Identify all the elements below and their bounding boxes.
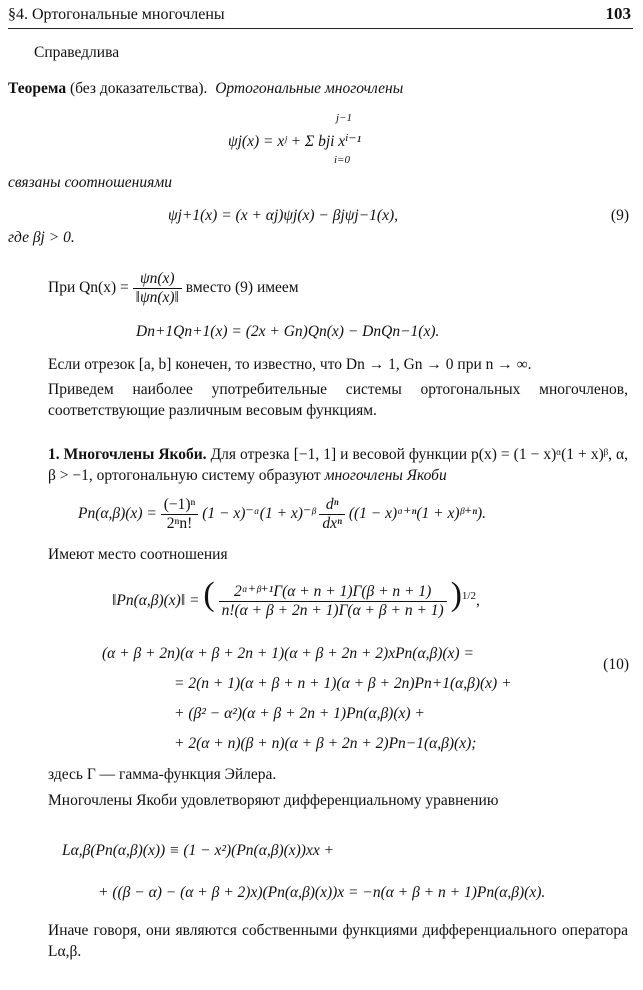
paragraph-systems: Приведем наиболее употребительные системы ортогональных многочленов, соответствующие различным весовым функциям. — [48, 381, 628, 419]
norm-lhs: ‖Pn(α,β)(x)‖ = — [112, 592, 200, 609]
recurrence-10-line1: (α + β + 2n)(α + β + 2n + 1)(α + β + 2n + 2)xPn(α,β)(x) = — [102, 645, 474, 662]
rodrigues-fraction — [161, 496, 199, 533]
de-intro: Многочлены Якоби удовлетворяют дифференциальному уравнению — [48, 792, 499, 809]
conclusion: Иначе говоря, они являются собственными функциями дифференциального оператора Lα,β. — [48, 922, 628, 960]
norm-power: 1/2 — [461, 589, 476, 602]
recurrence-9: ψj+1(x) = (x + αj)ψj(x) − βjψj−1(x), — [168, 207, 399, 224]
jacobi-term: многочлены Якоби — [324, 467, 447, 484]
derivative-fraction — [319, 496, 345, 533]
norm-fraction — [219, 582, 447, 620]
header-rule — [8, 28, 633, 29]
running-header: §4. Ортогональные многочлены — [8, 6, 225, 23]
theorem-line — [8, 80, 403, 98]
jacobi-heading: 1. Многочлены Якоби. — [48, 446, 207, 463]
q-recurrence: Dn+1Qn+1(x) = (2x + Gn)Qn(x) − DnQn−1(x). — [136, 323, 440, 340]
norm-den: n!(α + β + 2n + 1)Γ(α + β + n + 1) — [221, 602, 444, 620]
rodrigues-mid: (1 − x)⁻ᵅ(1 + x)⁻ᵝ — [202, 505, 316, 523]
theorem-title: Теорема — [8, 80, 67, 97]
equation-number-10: (10) — [603, 656, 629, 673]
norm-formula: ‖Pn(α,β)(x)‖ = ( $\frac{\text{2ᵅ⁺ᵝ⁺¹Γ(α + n + 1)Γ(β + n + 1)}}{n!(\alpha + \beta + 2n + 1)\Gamma(\alpha + \beta + n + 1)}$ )$^{1/2}$, — [112, 576, 480, 620]
psi-formula: ψj(x) = xʲ + Σ bji xⁱ⁻¹ — [228, 133, 362, 150]
theorem-related: связаны соотношениями — [8, 174, 172, 191]
psi-sum-top: j−1 — [336, 112, 352, 124]
equation-number-9: (9) — [610, 207, 629, 224]
rodrigues-den: 2ⁿn! — [166, 515, 193, 532]
theorem-condition: где βj > 0. — [8, 229, 75, 246]
jacobi-text: Для отрезка [−1, 1] и весовой функции p(x) = (1 − x)ᵅ(1 + x)ᵝ, α, β > −1, ортогональную систему образуют — [48, 446, 629, 484]
intro-lead: Справедлива — [34, 44, 120, 61]
psi-sum-bottom: i=0 — [334, 154, 350, 166]
theorem-statement: Ортогональные многочлены — [215, 80, 404, 97]
page-number: 103 — [605, 4, 631, 23]
derivative-num: dⁿ — [319, 496, 345, 515]
q-suffix: вместо (9) имеем — [185, 279, 299, 297]
jacobi-intro — [48, 444, 628, 486]
derivative-den: dxⁿ — [322, 515, 342, 532]
norm-num: 2ᵅ⁺ᵝ⁺¹Γ(α + n + 1)Γ(β + n + 1) — [219, 582, 447, 602]
q-prefix: При Qn(x) = — [48, 279, 129, 297]
rodrigues-formula — [78, 496, 486, 533]
recurrence-10-line3: + (β² − α²)(α + β + 2n + 1)Pn(α,β)(x) + — [174, 705, 425, 722]
recurrence-10-line4: + 2(α + n)(β + n)(α + β + 2n + 2)Pn−1(α,β)(x); — [174, 735, 477, 752]
rodrigues-rhs: ((1 − x)ᵅ⁺ⁿ(1 + x)ᵝ⁺ⁿ). — [348, 505, 487, 523]
recurrence-10-line2: = 2(n + 1)(α + β + n + 1)(α + β + 2n)Pn+1(α,β)(x) + — [174, 675, 512, 692]
q-fraction — [133, 270, 182, 307]
theorem-note: (без доказательства). — [69, 80, 208, 97]
close-paren: ) — [450, 576, 462, 613]
q-definition — [48, 270, 299, 307]
open-paren: ( — [203, 576, 215, 613]
de-line2: + ((β − α) − (α + β + 2)x)(Pn(α,β)(x))x = −n(α + β + n + 1)Pn(α,β)(x). — [98, 884, 546, 901]
rodrigues-num: (−1)ⁿ — [161, 496, 199, 515]
q-numerator: ψn(x) — [133, 270, 182, 289]
relations-intro: Имеют место соотношения — [48, 546, 228, 563]
paragraph-finite: Если отрезок [a, b] конечен, то известно, что Dn → 1, Gn → 0 при n → ∞. — [48, 356, 532, 373]
de-line1: Lα,β(Pn(α,β)(x)) ≡ (1 − x²)(Pn(α,β)(x))xx + — [62, 842, 335, 859]
rodrigues-lhs: Pn(α,β)(x) = — [78, 505, 157, 523]
gamma-note: здесь Γ — гамма-функция Эйлера. — [48, 766, 277, 783]
q-denominator: ‖ψn(x)‖ — [135, 289, 179, 306]
